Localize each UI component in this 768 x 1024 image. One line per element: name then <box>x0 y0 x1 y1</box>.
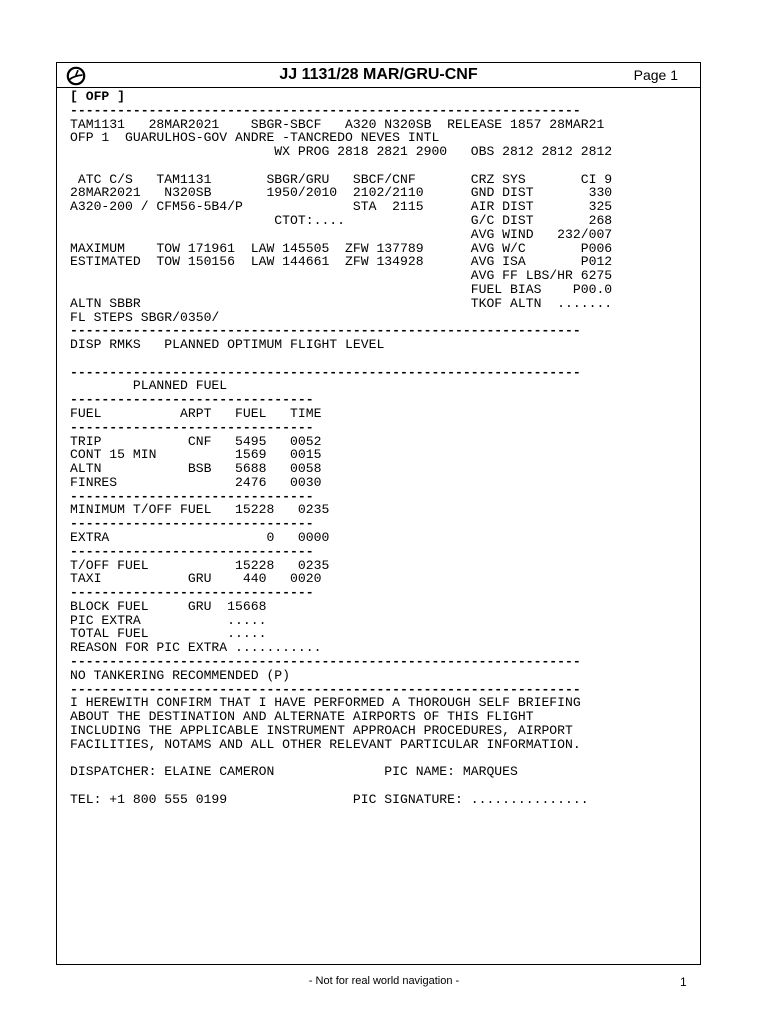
ofp-line: 28MAR2021 N320SB 1950/2010 2102/2110 GND DIST 330 <box>70 185 613 201</box>
ofp-line: FUEL ARPT FUEL TIME <box>70 405 322 421</box>
ofp-line: TAXI GRU 440 0020 <box>70 571 322 587</box>
separator-line: ----------------------------------------------------------------- <box>70 323 581 339</box>
ofp-line <box>70 352 612 366</box>
ofp-line <box>70 159 612 173</box>
ofp-line <box>70 779 612 793</box>
separator-line: ----------------------------------------------------------------- <box>70 654 581 670</box>
ofp-line: OFP 1 GUARULHOS-GOV ANDRE -TANCREDO NEVES INTL <box>70 130 440 146</box>
ofp-body <box>70 90 612 807</box>
ofp-line: FACILITIES, NOTAMS AND ALL OTHER RELEVANT PARTICULAR INFORMATION. <box>70 736 581 752</box>
separator-line: ------------------------------- <box>70 392 314 408</box>
ofp-document-frame <box>56 62 701 965</box>
ofp-line <box>70 752 612 766</box>
ofp-line: TAM1131 28MAR2021 SBGR-SBCF A320 N320SB RELEASE 1857 28MAR21 <box>70 116 605 132</box>
ofp-line: TOTAL FUEL ..... <box>70 626 267 642</box>
ofp-line: A320-200 / CFM56-5B4/P STA 2115 AIR DIST 325 <box>70 199 613 215</box>
ofp-line: CONT 15 MIN 1569 0015 <box>70 447 322 463</box>
separator-line: ----------------------------------------------------------------- <box>70 364 581 380</box>
ofp-line: DISP RMKS PLANNED OPTIMUM FLIGHT LEVEL <box>70 337 385 353</box>
ofp-line: WX PROG 2818 2821 2900 OBS 2812 2812 2812 <box>70 144 613 160</box>
ofp-line: I HEREWITH CONFIRM THAT I HAVE PERFORMED A THOROUGH SELF BRIEFING <box>70 695 581 711</box>
ofp-line: AVG FF LBS/HR 6275 <box>70 268 613 284</box>
ofp-line: FUEL BIAS P00.0 <box>70 281 613 297</box>
document-header <box>57 63 700 88</box>
ofp-line: ABOUT THE DESTINATION AND ALTERNATE AIRPORTS OF THIS FLIGHT <box>70 709 534 725</box>
ofp-line: ESTIMATED TOW 150156 LAW 144661 ZFW 134928 AVG ISA P012 <box>70 254 613 270</box>
flight-title: JJ 1131/28 MAR/GRU-CNF <box>279 66 478 83</box>
ofp-line: INCLUDING THE APPLICABLE INSTRUMENT APPROACH PROCEDURES, AIRPORT <box>70 722 573 738</box>
ofp-line: ATC C/S TAM1131 SBGR/GRU SBCF/CNF CRZ SYS CI 9 <box>70 171 613 187</box>
footer-disclaimer: - Not for real world navigation - <box>308 975 460 987</box>
ofp-lines <box>70 104 612 807</box>
ofp-line: CTOT:.... G/C DIST 268 <box>70 213 613 229</box>
ofp-tag: [ OFP ] <box>70 89 126 104</box>
page-label: Page 1 <box>633 67 678 83</box>
separator-line: ----------------------------------------------------------------- <box>70 681 581 697</box>
ofp-line: REASON FOR PIC EXTRA ........... <box>70 640 322 656</box>
ofp-line: FINRES 2476 0030 <box>70 474 322 490</box>
separator-line: ------------------------------- <box>70 516 314 532</box>
separator-line: ------------------------------- <box>70 543 314 559</box>
ofp-line: TEL: +1 800 555 0199 PIC SIGNATURE: ............... <box>70 791 589 807</box>
ofp-line: TRIP CNF 5495 0052 <box>70 433 322 449</box>
ofp-line: ALTN SBBR TKOF ALTN ....... <box>70 295 613 311</box>
ofp-line: FL STEPS SBGR/0350/ <box>70 309 220 325</box>
separator-line: ----------------------------------------------------------------- <box>70 102 581 118</box>
separator-line: ------------------------------- <box>70 419 314 435</box>
ofp-line: BLOCK FUEL GRU 15668 <box>70 598 267 614</box>
separator-line: ------------------------------- <box>70 585 314 601</box>
footer-page-number: 1 <box>680 975 687 989</box>
ofp-line: DISPATCHER: ELAINE CAMERON PIC NAME: MARQUES <box>70 764 518 780</box>
ofp-line: PLANNED FUEL <box>70 378 228 394</box>
ofp-line: MINIMUM T/OFF FUEL 15228 0235 <box>70 502 330 518</box>
ofp-line: AVG WIND 232/007 <box>70 226 613 242</box>
ofp-line: T/OFF FUEL 15228 0235 <box>70 557 330 573</box>
ofp-line: NO TANKERING RECOMMENDED (P) <box>70 667 291 683</box>
ofp-line: MAXIMUM TOW 171961 LAW 145505 ZFW 137789 AVG W/C P006 <box>70 240 613 256</box>
ofp-line: EXTRA 0 0000 <box>70 530 330 545</box>
separator-line: ------------------------------- <box>70 488 314 504</box>
ofp-line: ALTN BSB 5688 0058 <box>70 461 322 477</box>
ofp-line: PIC EXTRA ..... <box>70 612 267 628</box>
